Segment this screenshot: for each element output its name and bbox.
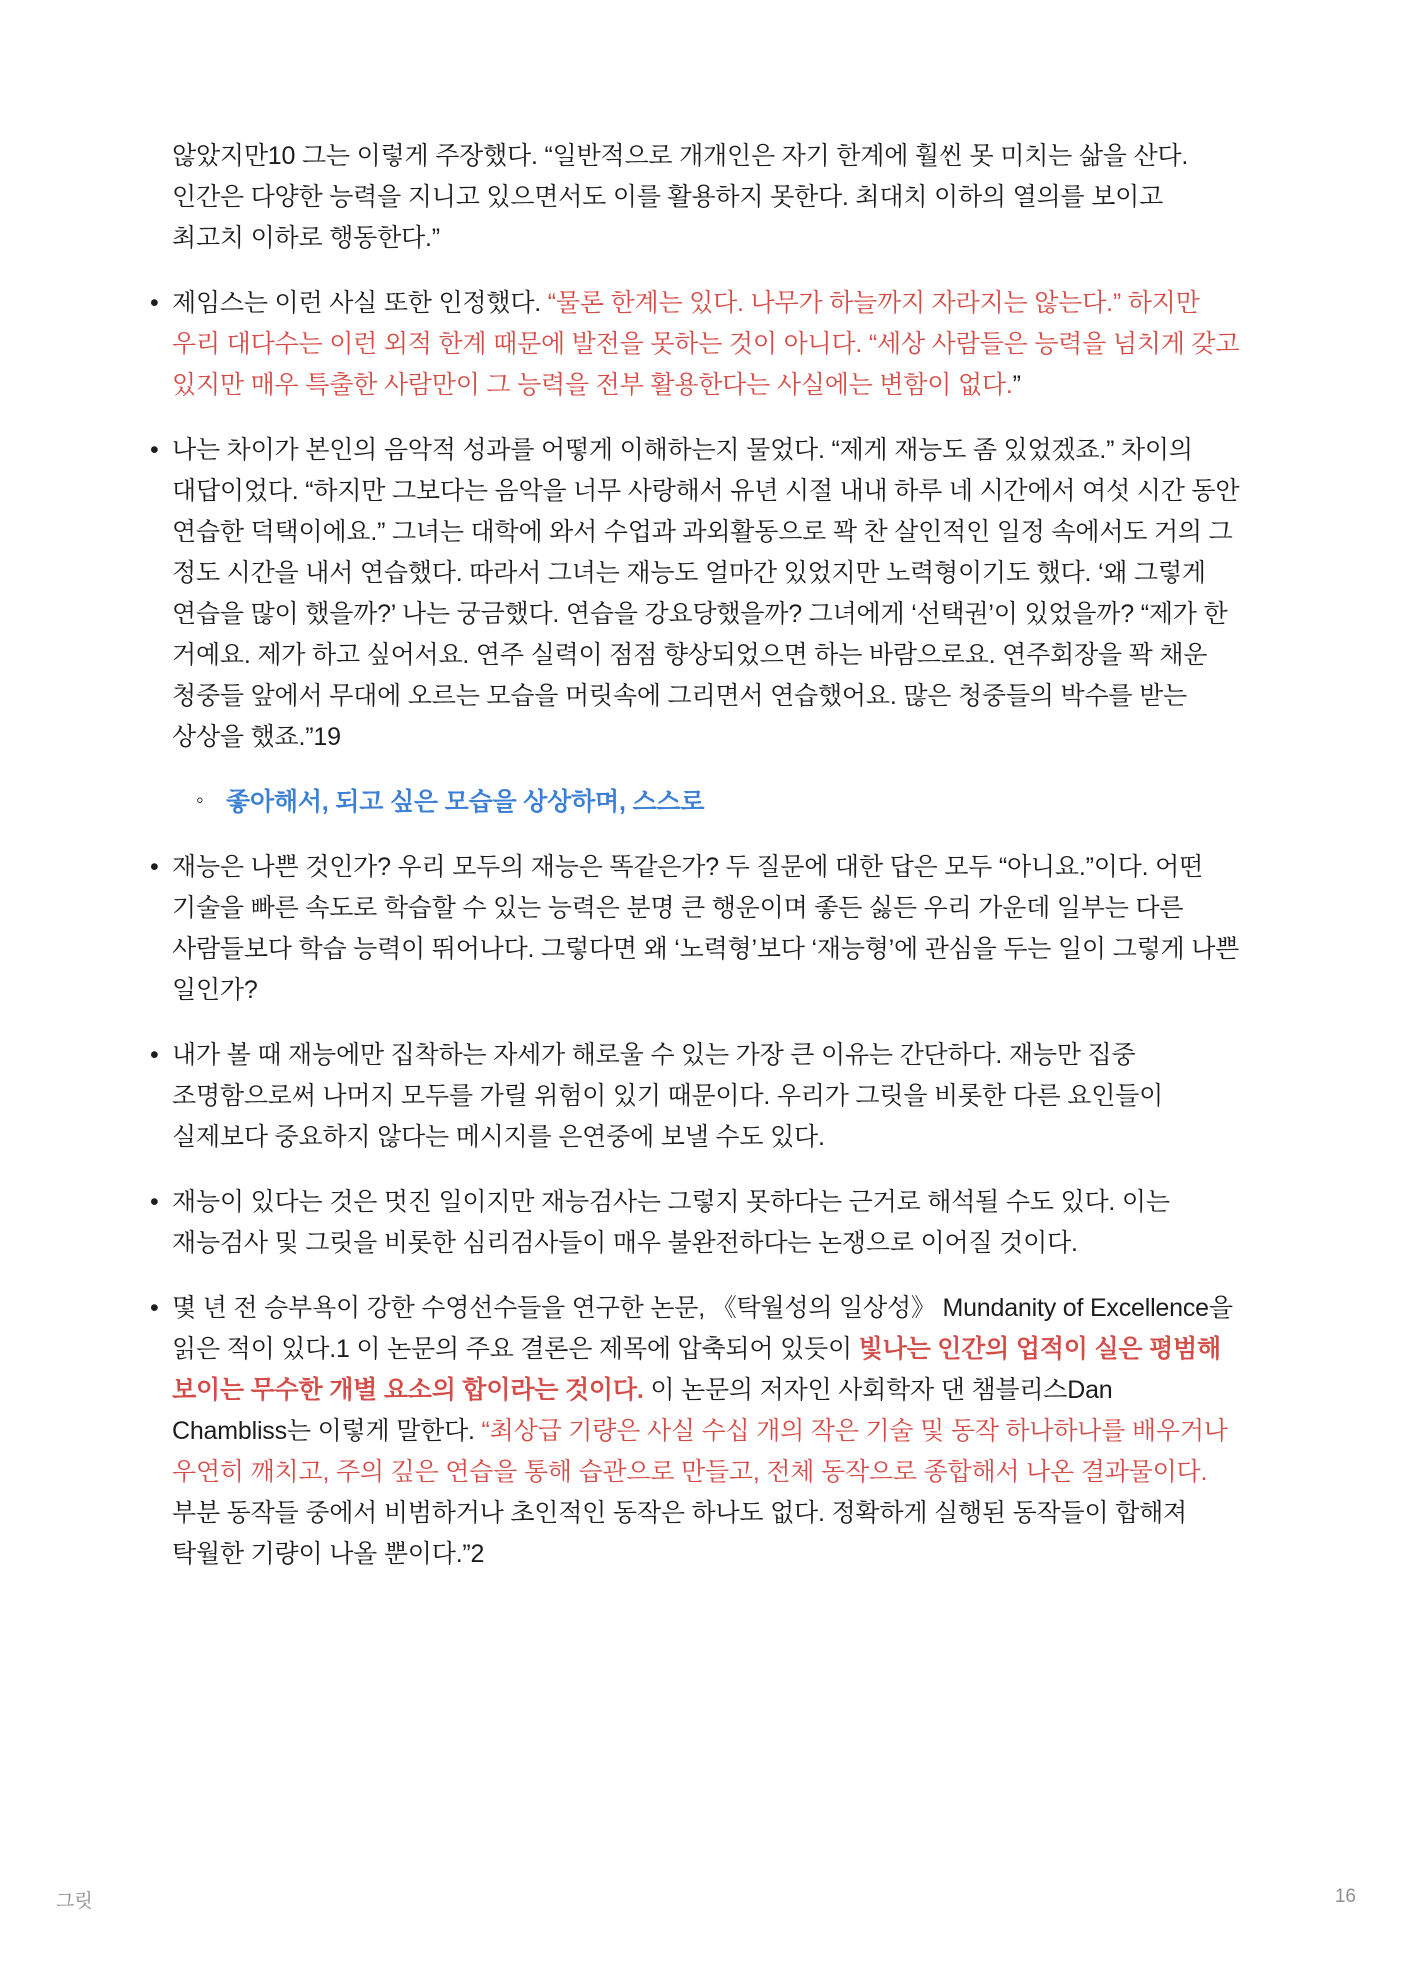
paragraph-text [172,283,1240,406]
text-run: 재능은 나쁜 것인가? 우리 모두의 재능은 똑같은가? 두 질문에 대한 답은 모두 “아니요.”이다. 어떤 기술을 빠른 속도로 학습할 수 있는 능력은 분명 큰 행운이며 좋든 싫든 우리 가운데 일부는 다른 사람들보다 학습 능력이 뛰어나다. 그렇다면 왜 ‘노력형’보다 ‘재능형’에 관심을 두는 일이 그렇게 나쁜 일인가? [172,853,1240,1004]
note-content [150,136,1240,1599]
bullet-item [150,1035,1240,1158]
text-run: 제임스는 이런 사실 또한 인정했다. [172,289,548,317]
text-run: ” [1012,371,1021,399]
bullet-list [150,283,1240,1575]
bullet-item [150,1288,1240,1575]
disc-bullet-marker: • [150,1188,159,1216]
paragraph-text [172,430,1240,758]
bullet-item [150,1182,1240,1264]
paragraph-text [172,1035,1240,1158]
circle-bullet-marker: ◦ [196,787,204,812]
paragraph-text [172,1182,1240,1264]
text-run: “최상급 기량은 사실 수십 개의 작은 기술 및 동작 하나하나를 배우거나 우연히 깨치고, 주의 깊은 연습을 통해 습관으로 만들고, 전체 동작으로 종합해서 나온 결과물이다. [172,1417,1228,1486]
disc-bullet-marker: • [150,436,159,464]
text-run: 부분 동작들 중에서 비범하거나 초인적인 동작은 하나도 없다. 정확하게 실행된 동작들이 합해져 탁월한 기량이 나올 뿐이다.”2 [172,1499,1188,1568]
disc-bullet-marker: • [150,1294,159,1322]
text-run: 않았지만10 그는 이렇게 주장했다. “일반적으로 개개인은 자기 한계에 훨씬 못 미치는 삶을 산다. 인간은 다양한 능력을 지니고 있으면서도 이를 활용하지 못한다. 최대치 이하의 열의를 보이고 최고치 이하로 행동한다.” [172,142,1189,252]
disc-bullet-marker: • [150,1041,159,1069]
intro-paragraph [172,136,1240,259]
sub-bullet-item [196,782,1240,823]
paragraph-text [172,847,1240,1011]
paragraph-text [172,1288,1240,1575]
text-run: “물론 한계는 있다. 나무가 하늘까지 자라지는 않는다.” 하지만 우리 대다수는 이런 외적 한계 때문에 발전을 못하는 것이 아니다. “세상 사람들은 능력을 넘치게 갖고 있지만 매우 특출한 사람만이 그 능력을 전부 활용한다는 사실에는 변함이 없다. [172,289,1240,399]
text-run: 좋아해서, 되고 싶은 모습을 상상하며, 스스로 [226,788,705,816]
footer-page-number: 16 [1334,1886,1356,1907]
paragraph-text [226,782,1240,823]
text-run: 재능이 있다는 것은 멋진 일이지만 재능검사는 그렇지 못하다는 근거로 해석될 수도 있다. 이는 재능검사 및 그릿을 비롯한 심리검사들이 매우 불완전하다는 논쟁으로 이어질 것이다. [172,1188,1170,1257]
bullet-item [150,430,1240,758]
disc-bullet-marker: • [150,289,159,317]
bullet-item [150,847,1240,1011]
text-run: 나는 차이가 본인의 음악적 성과를 어떻게 이해하는지 물었다. “제게 재능도 좀 있었겠죠.” 차이의 대답이었다. “하지만 그보다는 음악을 너무 사랑해서 유년 시절 내내 하루 네 시간에서 여섯 시간 동안 연습한 덕택이에요.” 그녀는 대학에 와서 수업과 과외활동으로 꽉 찬 살인적인 일정 속에서도 거의 그 정도 시간을 내서 연습했다. 따라서 그녀는 재능도 얼마간 있었지만 노력형이기도 했다. ‘왜 그렇게 연습을 많이 했을까?’ 나는 궁금했다. 연습을 강요당했을까? 그녀에게 ‘선택권’이 있었을까? “제가 한 거예요. 제가 하고 싶어서요. 연주 실력이 점점 향상되었으면 하는 바람으로요. 연주회장을 꽉 채운 청중들 앞에서 무대에 오르는 모습을 머릿속에 그리면서 연습했어요. 많은 청중들의 박수를 받는 상상을 했죠.”19 [172,436,1240,751]
text-run: 내가 볼 때 재능에만 집착하는 자세가 해로울 수 있는 가장 큰 이유는 간단하다. 재능만 집중 조명함으로써 나머지 모두를 가릴 위험이 있기 때문이다. 우리가 그릿을 비롯한 다른 요인들이 실제보다 중요하지 않다는 메시지를 은연중에 보낼 수도 있다. [172,1041,1164,1151]
bullet-item [150,283,1240,406]
text-run: 빛나는 인간의 업적이 실은 평범해 보이는 무수한 개별 요소의 합이라는 것이다. [172,1335,1221,1404]
text-run: 이 논문의 저자인 사회학자 댄 챔블리스Dan Chambliss는 이렇게 말한다. [172,1376,1113,1445]
text-run: 몇 년 전 승부욕이 강한 수영선수들을 연구한 논문, 《탁월성의 일상성》 Mundanity of Excellence을 읽은 적이 있다.1 이 논문의 주요 결론은 제목에 압축되어 있듯이 [172,1294,1233,1363]
footer-book-title: 그릿 [56,1891,93,1912]
disc-bullet-marker: • [150,853,159,881]
